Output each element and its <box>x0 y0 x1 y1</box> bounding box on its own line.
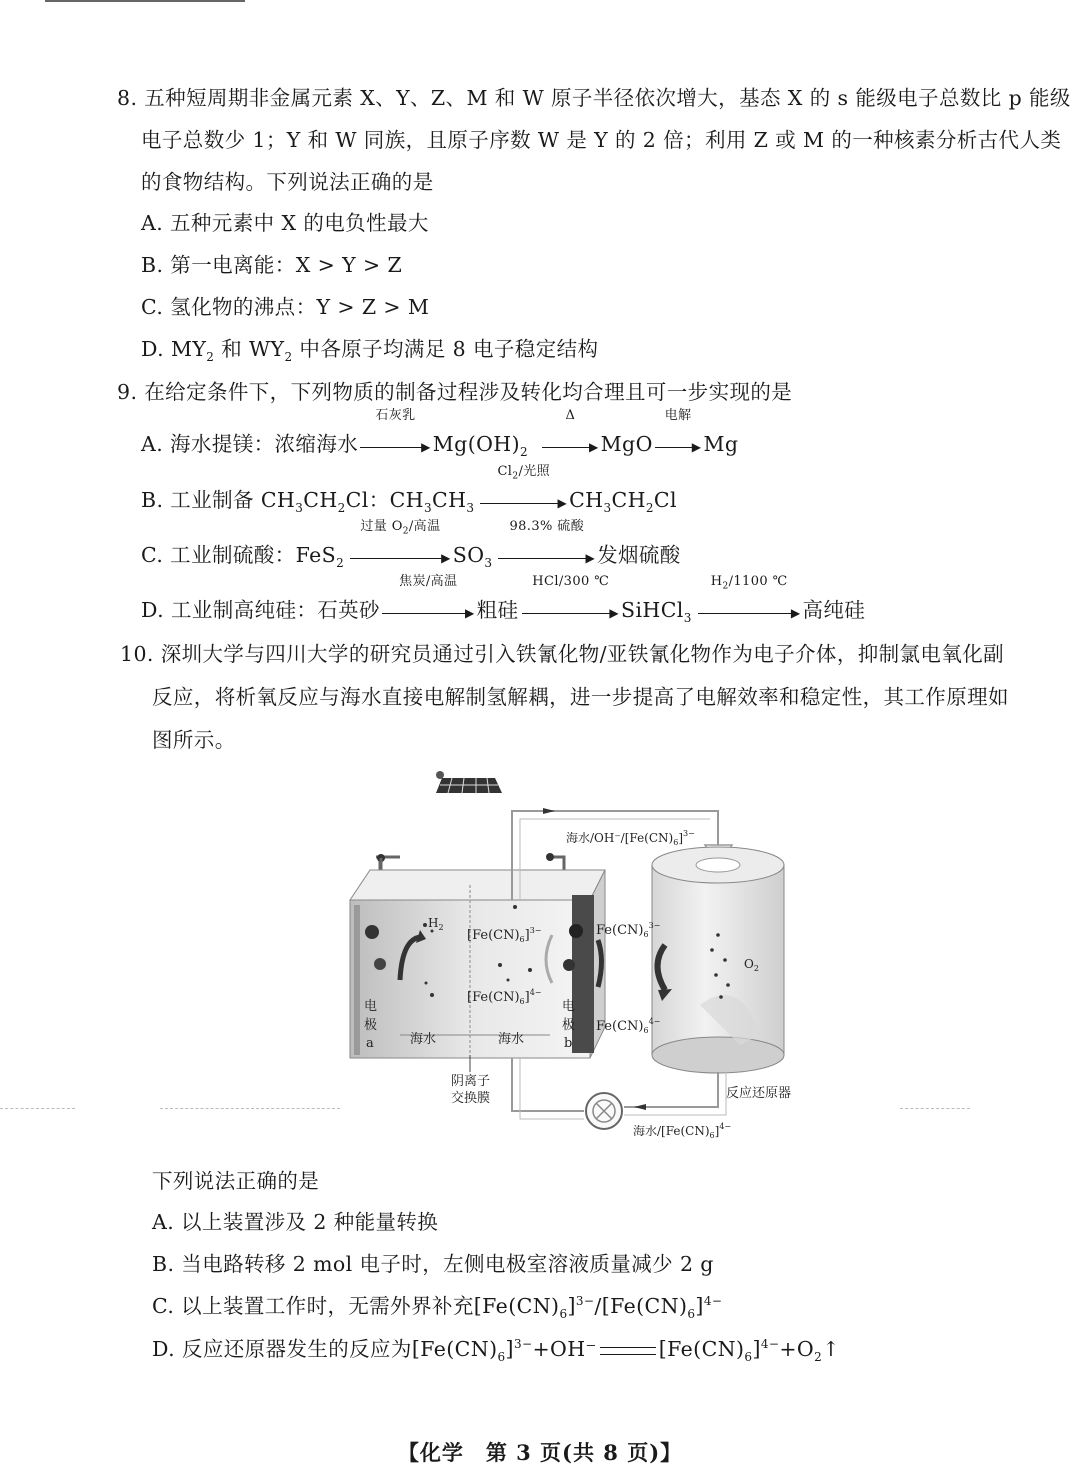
q10-stem-line3: 图所示。 <box>152 728 236 752</box>
reaction-reducer <box>652 847 784 1073</box>
label-top-flow: 海水$/OH^-/[Fe(CN)_6]^{3-}$ <box>566 829 695 847</box>
electrode-b-plate <box>572 895 594 1053</box>
arrow: 电解 ▶ <box>655 430 702 458</box>
page-footer: 【化学 第 3 页(共 8 页)】 <box>397 1440 683 1465</box>
flow-arrow-bottom <box>634 1104 646 1110</box>
svg-text:极: 极 <box>364 1018 378 1033</box>
electrolysis-diagram <box>340 765 800 1145</box>
terminal-b <box>546 853 554 861</box>
arrow: $Cl_2/$光照 ▶ <box>480 486 567 514</box>
arrow: HCl/300 ℃ ▶ <box>522 596 619 624</box>
arrow: $H_2/1100$ ℃ ▶ <box>698 596 801 624</box>
arrow: 98.3% 硫酸 ▶ <box>498 541 595 569</box>
electrode-a-plate <box>354 905 360 1055</box>
q8-stem-line1: 8. 五种短周期非金属元素 X、Y、Z、M 和 W 原子半径依次增大，基态 X 的 s 能级电子总数比 p 能级 <box>117 86 1071 110</box>
q10-prompt: 下列说法正确的是 <box>152 1169 320 1193</box>
label-seawater-right: 海水 <box>498 1032 525 1047</box>
flow-arrow-top <box>543 808 555 814</box>
q8-option-b: B. 第一电离能：X > Y > Z <box>141 253 403 277</box>
label-reactor: 反应还原器 <box>726 1086 792 1101</box>
q9-option-b: B. 工业制备 $CH_3CH_2Cl$：$CH_3CH_3$ $Cl_2/$光照 $▶CH_3CH_2Cl$ <box>141 464 677 516</box>
pump-icon <box>586 1093 622 1129</box>
q10-option-b: B. 当电路转移 2 mol 电子时，左侧电极室溶液质量减少 2 g <box>152 1252 714 1276</box>
fold-line-mid <box>160 1108 340 1109</box>
q8-option-c: C. 氢化物的沸点：Y > Z > M <box>141 295 430 319</box>
arrow: 过量 $O_2/$高温 ▶ <box>350 541 451 569</box>
label-ferricyanide: $[Fe(CN)_6]^{3-}$ <box>467 926 542 944</box>
label-ferricyanide-right: $Fe(CN)_6^{3-}$ <box>596 921 661 939</box>
equals-sign <box>600 1347 656 1355</box>
svg-text:a: a <box>366 1036 374 1051</box>
fold-line-left <box>0 1108 75 1109</box>
q9-option-a: A. 海水提镁：浓缩海水 石灰乳 $▶Mg(OH)_2$ Δ ▶MgO 电解 ▶Mg <box>141 408 739 460</box>
label-ferrocyanide-right: $Fe(CN)_6^{4-}$ <box>596 1017 661 1035</box>
label-o2: $O_2$ <box>744 957 759 973</box>
q9-option-c: C. 工业制硫酸：FeS$_2$ 过量 $O_2/$高温 $▶SO_3$ 98.3% 硫酸 ▶发烟硫酸 <box>141 519 681 571</box>
q10-stem-line1: 10. 深圳大学与四川大学的研究员通过引入铁氰化物/亚铁氰化物作为电子介体，抑制氯电氧化副 <box>120 642 1005 666</box>
svg-text:b: b <box>564 1036 573 1051</box>
label-seawater-left: 海水 <box>410 1032 437 1047</box>
arrow: 焦炭/高温 ▶ <box>382 596 475 624</box>
q8-option-d: D. $MY_2$ 和 $WY_2$ 中各原子均满足 8 电子稳定结构 <box>141 337 599 365</box>
label-membrane-line1: 阴离子 <box>451 1074 491 1089</box>
q8-stem-line2: 电子总数少 1；Y 和 W 同族，且原子序数 W 是 Y 的 2 倍；利用 Z 或 M 的一种核素分析古代人类 <box>141 128 1062 152</box>
pipe-bottom <box>624 1072 718 1107</box>
q10-stem-line2: 反应，将析氧反应与海水直接电解制氢解耦，进一步提高了电解效率和稳定性，其工作原理如 <box>152 685 1009 709</box>
label-membrane-line2: 交换膜 <box>451 1091 491 1106</box>
q8-stem-line3: 的食物结构。下列说法正确的是 <box>141 170 434 194</box>
q8-option-a: A. 五种元素中 X 的电负性最大 <box>141 211 429 235</box>
q9-option-d: D. 工业制高纯硅：石英砂 焦炭/高温 ▶粗硅 HCl/300 ℃ ▶SiHCl$_3$ $H_2/1100$ ℃ ▶高纯硅 <box>141 574 866 626</box>
svg-text:电: 电 <box>364 999 378 1014</box>
label-h2: $H_2$ <box>428 916 444 932</box>
arrow: Δ ▶ <box>542 430 599 458</box>
top-edge-rule <box>45 0 245 2</box>
arrow: 石灰乳 ▶ <box>360 430 431 458</box>
solar-panel-icon <box>436 771 502 793</box>
q9-stem: 9. 在给定条件下，下列物质的制备过程涉及转化均合理且可一步实现的是 <box>117 380 793 404</box>
q10-option-d: D. 反应还原器发生的反应为$[Fe(CN)_6]^{3-}+OH^-$ $[Fe(CN)_6]^{4-}+O_2↑$ <box>152 1337 840 1365</box>
fold-line-right <box>900 1108 970 1109</box>
svg-text:电: 电 <box>562 999 576 1014</box>
q10-option-a: A. 以上装置涉及 2 种能量转换 <box>152 1210 439 1234</box>
label-bottom-flow: 海水$/[Fe(CN)_6]^{4-}$ <box>633 1122 732 1140</box>
q10-option-c: C. 以上装置工作时，无需外界补充$[Fe(CN)_6]^{3-}/[Fe(CN)_6]^{4-}$ <box>152 1294 723 1322</box>
label-ferrocyanide: $[Fe(CN)_6]^{4-}$ <box>467 988 542 1006</box>
svg-text:极: 极 <box>562 1018 576 1033</box>
